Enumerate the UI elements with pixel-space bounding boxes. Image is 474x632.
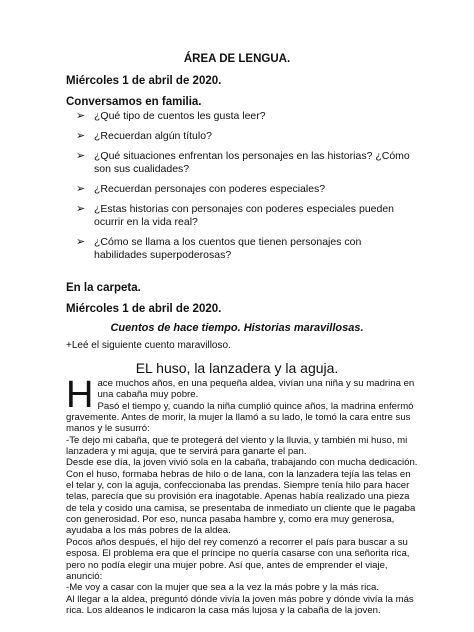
list-item (66, 130, 416, 143)
list-item (66, 150, 416, 176)
story-paragraph (66, 374, 418, 416)
arrow-bullet-icon: ➢ (76, 236, 86, 248)
section-heading: Conversamos en familia. (66, 96, 202, 108)
story-paragraph: Pocos años después, el hijo del rey comenzó a recorrer el país para buscar a su esposa. El problema era que el príncipe no quería casarse con una señorita rica, pero no podía elegir una mujer pobre. Así que, antes de emprender el viaje, anunció: (66, 536, 410, 582)
arrow-bullet-icon: ➢ (76, 130, 86, 142)
arrow-bullet-icon: ➢ (76, 150, 86, 162)
instruction-text: +Leé el siguiente cuento maravilloso. (66, 340, 231, 351)
story-paragraph: Desde ese día, la joven vivió sola en la cabaña, trabajando con mucha dedicación. Con el huso, formaba hebras de hilo o de lana, con la lanzadera tejía las telas en el telar y, con la aguja, confeccionaba las prendas. Siempre tenía hilo para hacer telas, parecía que su provisión era inagotable. Apenas había realizado una pieza de tela y cosido una camisa, se presentaba de inmediato un cliente que le pagaba con generosidad. Por eso, nunca pasaba hambre y, como era muy generosa, ayudaba a los más pobres de la aldea. (66, 457, 418, 537)
list-item (66, 110, 416, 123)
story-paragraph: Pasó el tiempo y, cuando la niña cumplió quince años, la madrina enfermó gravemente. Antes de morir, la mujer la llamó a su lado, le tomó la cara entre sus manos y le susurró: (66, 400, 414, 435)
list-item (66, 236, 416, 262)
subtitle: Cuentos de hace tiempo. Historias maravillosas. (110, 322, 364, 334)
arrow-bullet-icon: ➢ (76, 183, 86, 195)
arrow-bullet-icon: ➢ (76, 203, 86, 215)
question-text: ¿Qué tipo de cuentos les gusta leer? (94, 110, 266, 122)
carpeta-heading: En la carpeta. (66, 282, 141, 294)
page-title: ÁREA DE LENGUA. (183, 53, 291, 65)
story-paragraph: -Me voy a casar con la mujer que sea a la vez la más pobre y la más rica. (66, 582, 379, 594)
question-text: ¿Estas historias con personajes con poderes especiales pueden ocurrir en la vida real? (94, 203, 395, 228)
story-body (66, 374, 418, 616)
question-list (66, 110, 416, 269)
list-item (66, 183, 416, 196)
drop-cap: H (66, 374, 94, 416)
arrow-bullet-icon: ➢ (76, 110, 86, 122)
question-text: ¿Recuerdan personajes con poderes especiales? (94, 183, 326, 195)
date-heading-2: Miércoles 1 de abril de 2020. (66, 303, 222, 315)
story-paragraph: Al llegar a la aldea, preguntó dónde vivía la joven más pobre y dónde vivía la más rica. Los aldeanos le indicaron la casa más lujosa y la cabaña de la joven. (66, 593, 414, 616)
date-heading: Miércoles 1 de abril de 2020. (66, 75, 222, 87)
list-item (66, 203, 416, 229)
story-paragraph: -Te dejo mi cabaña, que te protegerá del viento y la lluvia, y también mi huso, mi lanzadera y mi aguja, que te servirá para ganarte el pan. (66, 434, 408, 458)
question-text: ¿Qué situaciones enfrentan los personajes en las historias? ¿Cómo son sus cualidades? (94, 150, 410, 175)
story-title: EL huso, la lanzadera y la aguja. (135, 360, 339, 376)
question-text: ¿Cómo se llama a los cuentos que tienen personajes con habilidades superpoderosas? (94, 236, 362, 261)
question-text: ¿Recuerdan algún título? (94, 130, 212, 142)
story-first-line: ace muchos años, en una pequeña aldea, vivían una niña y su madrina en una cabaña muy pobre. (97, 378, 415, 401)
